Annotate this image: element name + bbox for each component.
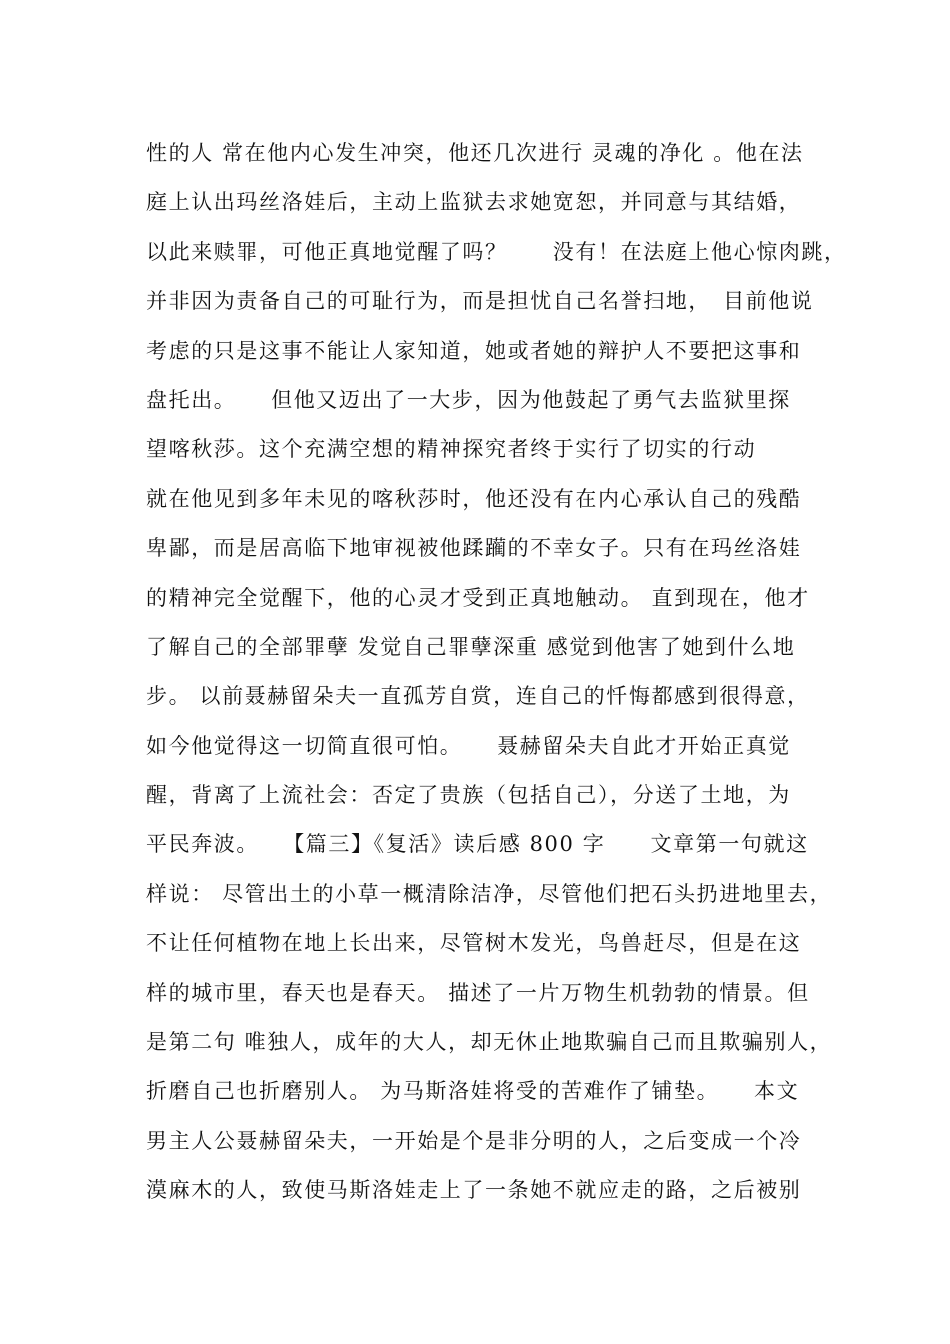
text-line: 不让任何植物在地上长出来，尽管树木发光，鸟兽赶尽，但是在这 — [146, 931, 802, 956]
text-line: 卑鄙，而是居高临下地审视被他蹂躏的不幸女子。只有在玛丝洛娃 — [146, 536, 802, 561]
text-line: 步。 以前聂赫留朵夫一直孤芳自赏，连自己的忏悔都感到很得意， — [146, 684, 810, 709]
text-line: 男主人公聂赫留朵夫，一开始是个是非分明的人，之后变成一个冷 — [146, 1128, 802, 1153]
text-line: 漠麻木的人，致使马斯洛娃走上了一条她不就应走的路，之后被别 — [146, 1178, 802, 1203]
text-line: 是第二句 唯独人，成年的大人，却无休止地欺骗自己而且欺骗别人， — [146, 1030, 833, 1055]
text-line: 庭上认出玛丝洛娃后，主动上监狱去求她宽恕，并同意与其结婚， — [146, 190, 802, 215]
text-line: 的精神完全觉醒下，他的心灵才受到正真地触动。 直到现在，他才 — [146, 585, 810, 610]
text-line: 望喀秋莎。这个充满空想的精神探究者终于实行了切实的行动 — [146, 437, 757, 462]
text-line: 醒，背离了上流社会：否定了贵族（包括自己），分送了土地，为 — [146, 783, 791, 808]
text-line: 样的城市里，春天也是春天。 描述了一片万物生机勃勃的情景。但 — [146, 980, 810, 1005]
text-line: 就在他见到多年未见的喀秋莎时，他还没有在内心承认自己的残酷 — [146, 486, 802, 511]
text-line: 并非因为责备自己的可耻行为，而是担忧自己名誉扫地， 目前他说 — [146, 289, 814, 314]
text-line: 样说： 尽管出土的小草一概清除洁净，尽管他们把石头扔进地里去， — [146, 881, 833, 906]
text-line: 以此来赎罪，可他正真地觉醒了吗？ 没有！在法庭上他心惊肉跳， — [146, 239, 847, 264]
essay-text-body — [146, 133, 847, 1220]
text-line: 了解自己的全部罪孽 发觉自己罪孽深重 感觉到他害了她到什么地 — [146, 634, 796, 659]
text-line: 盘托出。 但他又迈出了一大步，因为他鼓起了勇气去监狱里探 — [146, 387, 791, 412]
text-line: 平民奔波。 【篇三】《复活》读后感 800 字 文章第一句就这 — [146, 832, 809, 857]
text-line: 折磨自己也折磨别人。 为马斯洛娃将受的苦难作了铺垫。 本文 — [146, 1079, 800, 1104]
text-line: 考虑的只是这事不能让人家知道，她或者她的辩护人不要把这事和 — [146, 338, 802, 363]
text-line: 如今他觉得这一切简直很可怕。 聂赫留朵夫自此才开始正真觉 — [146, 733, 791, 758]
text-line: 性的人 常在他内心发生冲突，他还几次进行 灵魂的净化 。他在法 — [146, 141, 804, 165]
